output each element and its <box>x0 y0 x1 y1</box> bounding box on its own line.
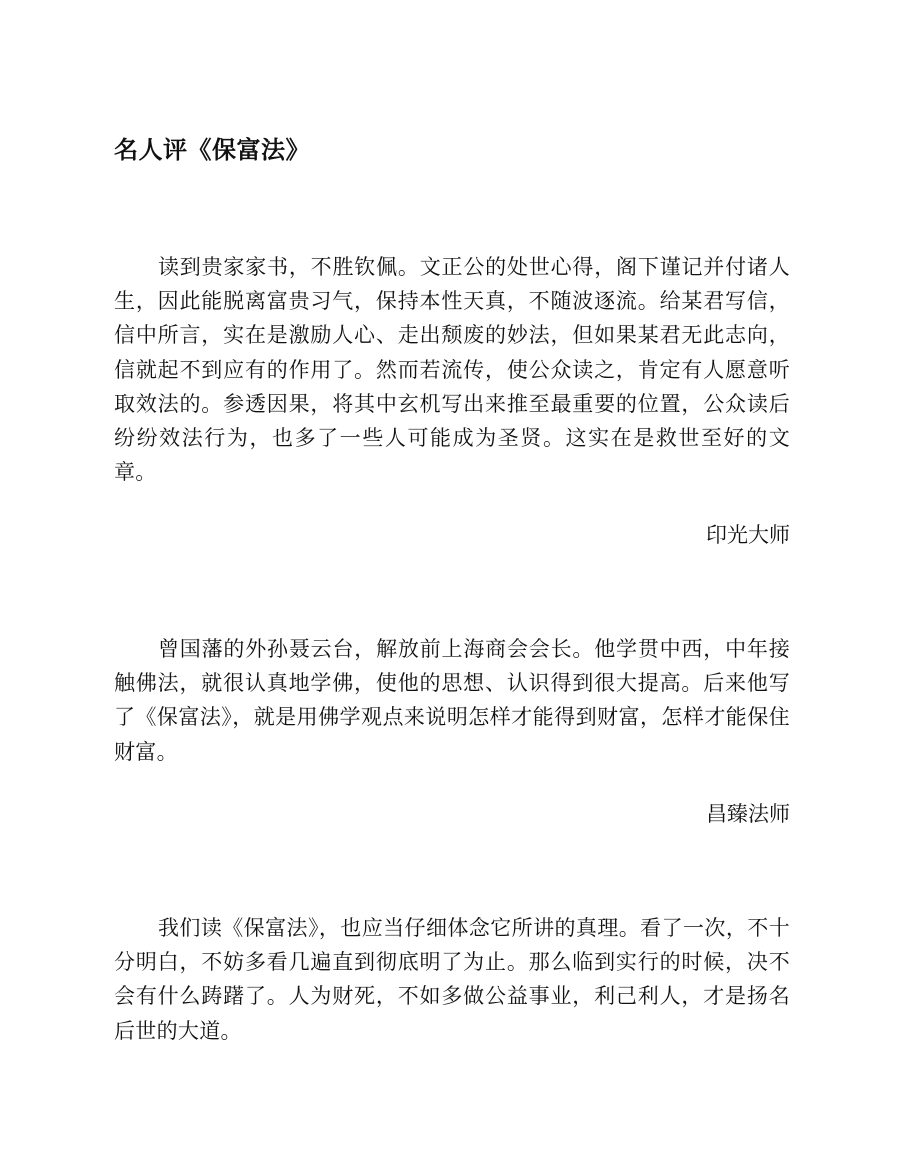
quote-author-2: 昌臻法师 <box>706 802 790 826</box>
page-title: 名人评《保富法》 <box>114 136 310 164</box>
quote-paragraph-3: 我们读《保富法》，也应当仔细体念它所讲的真理。看了一次，不十分明白，不妨多看几遍直到彻底明了为止。那么临到实行的时候，决不会有什么踌躇了。人为财死，不如多做公益事业，利己利人，才是扬名后世的大道。 <box>114 916 790 1043</box>
quote-paragraph-2: 曾国藩的外孙聂云台，解放前上海商会会长。他学贯中西，中年接触佛法，就很认真地学佛，使他的思想、认识得到很大提高。后来他写了《保富法》，就是用佛学观点来说明怎样才能得到财富，怎样才能保住财富。 <box>114 637 790 764</box>
quote-author-1: 印光大师 <box>706 523 790 547</box>
quote-paragraph-1: 读到贵家家书，不胜钦佩。文正公的处世心得，阁下谨记并付诸人生，因此能脱离富贵习气，保持本性天真，不随波逐流。给某君写信，信中所言，实在是激励人心、走出颓废的妙法，但如果某君无此志向，信就起不到应有的作用了。然而若流传，使公众读之，肯定有人愿意听取效法的。参透因果，将其中玄机写出来推至最重要的位置，公众读后纷纷效法行为，也多了一些人可能成为圣贤。这实在是救世至好的文章。 <box>114 255 790 485</box>
